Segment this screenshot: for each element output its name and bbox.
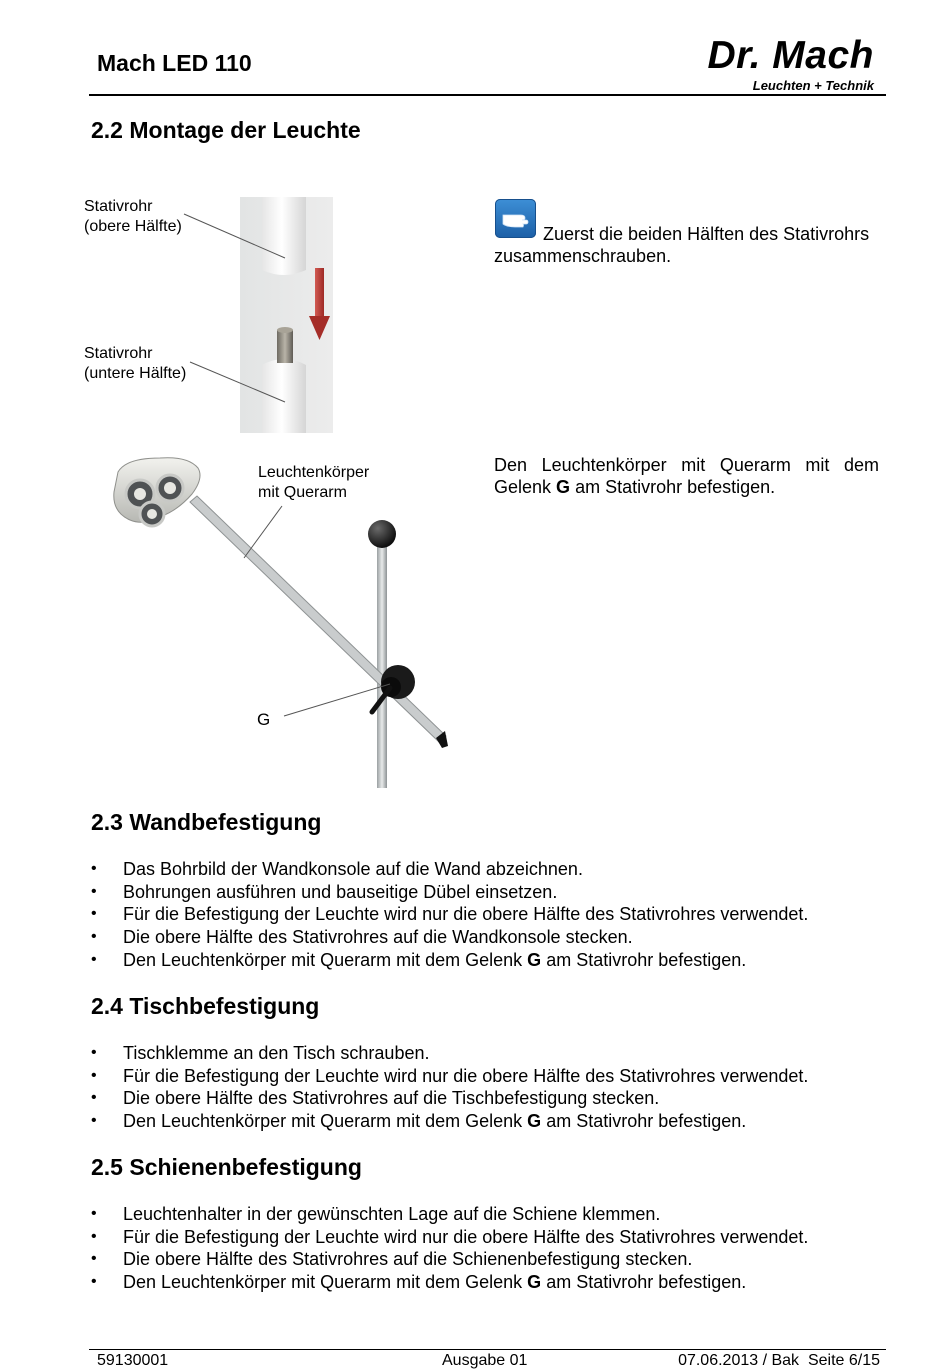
- section-heading-wall: 2.3 Wandbefestigung: [91, 809, 322, 835]
- wall-steps-list: [91, 858, 891, 972]
- list-item-text: am Stativrohr befestigen.: [541, 1272, 747, 1293]
- list-item: [91, 949, 891, 972]
- label-lower-tube-line1: Stativrohr: [84, 345, 153, 362]
- list-item-text: Den Leuchtenkörper mit Querarm mit dem Gelenk: [123, 1111, 528, 1132]
- label-joint-g: G: [257, 710, 271, 729]
- list-item: • Die obere Hälfte des Stativrohres auf die Tischbefestigung stecken.: [91, 1087, 891, 1110]
- product-name: Mach LED 110: [97, 50, 252, 76]
- label-lamp-body-line2: mit Querarm: [258, 484, 347, 501]
- rail-steps-list: [91, 1203, 891, 1294]
- list-item-text: am Stativrohr befestigen.: [541, 1111, 747, 1132]
- label-lamp-body: [258, 463, 369, 503]
- list-item: • Die obere Hälfte des Stativrohres auf die Schienenbefestigung stecken.: [91, 1248, 891, 1271]
- footer-edition: Ausgabe 01: [442, 1352, 528, 1369]
- joint-g-label: G: [556, 477, 571, 497]
- down-arrow-icon: [315, 268, 324, 318]
- joint-g-label: G: [527, 949, 542, 970]
- label-lower-tube: [84, 344, 186, 384]
- header-rule: [89, 94, 886, 96]
- footer-rule: [89, 1349, 886, 1350]
- list-item: • Für die Befestigung der Leuchte wird nur die obere Hälfte des Stativrohres verwendet.: [91, 903, 891, 926]
- list-item-text: Den Leuchtenkörper mit Querarm mit dem Gelenk: [123, 949, 528, 970]
- instruction-attach-post: am Stativrohr befestigen.: [570, 477, 776, 497]
- label-upper-tube: [84, 197, 182, 237]
- brand-tagline: Leuchten + Technik: [752, 78, 874, 93]
- list-item: • Für die Befestigung der Leuchte wird nur die obere Hälfte des Stativrohres verwendet.: [91, 1226, 891, 1249]
- section-heading-montage: 2.2 Montage der Leuchte: [91, 117, 361, 143]
- section-heading-table: 2.4 Tischbefestigung: [91, 993, 320, 1019]
- list-item: • Bohrungen ausführen und bauseitige Dübel einsetzen.: [91, 881, 891, 904]
- label-lower-tube-line2: (untere Hälfte): [84, 365, 187, 382]
- section-heading-rail: 2.5 Schienenbefestigung: [91, 1154, 362, 1180]
- instruction-attach-body: [494, 454, 879, 498]
- list-item: • Die obere Hälfte des Stativrohres auf die Wandkonsole stecken.: [91, 926, 891, 949]
- list-item: [91, 1271, 891, 1294]
- list-item-text: am Stativrohr befestigen.: [541, 949, 747, 970]
- list-item: • Leuchtenhalter in der gewünschten Lage auf die Schiene klemmen.: [91, 1203, 891, 1226]
- brand-logo: Dr. Mach: [707, 34, 874, 77]
- footer-date-page: 07.06.2013 / Bak Seite 6/15: [678, 1352, 880, 1369]
- list-item: • Das Bohrbild der Wandkonsole auf die Wand abzeichnen.: [91, 858, 891, 881]
- table-steps-list: [91, 1042, 891, 1133]
- instruction-attach-pre: Den Leuchtenkörper mit Querarm mit dem Gelenk: [494, 455, 879, 497]
- list-item: • Für die Befestigung der Leuchte wird nur die obere Hälfte des Stativrohres verwendet.: [91, 1065, 891, 1088]
- joint-g-label: G: [527, 1111, 542, 1132]
- label-upper-tube-line1: Stativrohr: [84, 198, 153, 215]
- instruction-screw-tube: Zuerst die beiden Hälften des Stativrohrs zusammenschrauben.: [494, 224, 870, 266]
- label-upper-tube-line2: (obere Hälfte): [84, 218, 182, 235]
- list-item: [91, 1110, 891, 1133]
- joint-g-label: G: [527, 1272, 542, 1293]
- list-item-text: Den Leuchtenkörper mit Querarm mit dem Gelenk: [123, 1272, 528, 1293]
- label-lamp-body-line1: Leuchtenkörper: [258, 464, 370, 481]
- footer-doc-number: 59130001: [97, 1352, 169, 1369]
- list-item: • Tischklemme an den Tisch schrauben.: [91, 1042, 891, 1065]
